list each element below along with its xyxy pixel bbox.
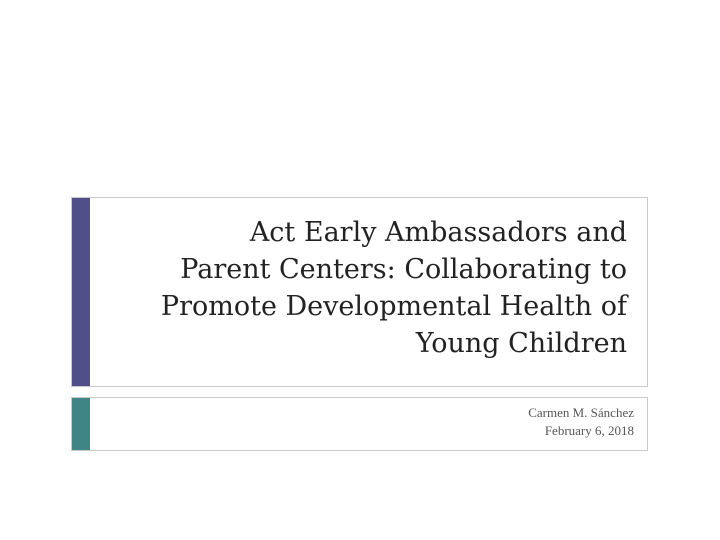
title-line: Parent Centers: Collaborating to: [180, 254, 627, 285]
presentation-date: February 6, 2018: [544, 423, 634, 438]
title-box: [71, 197, 648, 387]
title-line: Young Children: [415, 328, 627, 359]
title-accent-bar: [72, 198, 90, 386]
subtitle-box: [71, 397, 648, 451]
presenter-name: Carmen M. Sánchez: [528, 405, 634, 420]
subtitle-accent-bar: [72, 398, 90, 450]
title-line: Promote Developmental Health of: [160, 291, 627, 322]
slide-title: [97, 214, 627, 362]
title-line: Act Early Ambassadors and: [249, 217, 627, 248]
slide-subtitle: [528, 404, 634, 440]
